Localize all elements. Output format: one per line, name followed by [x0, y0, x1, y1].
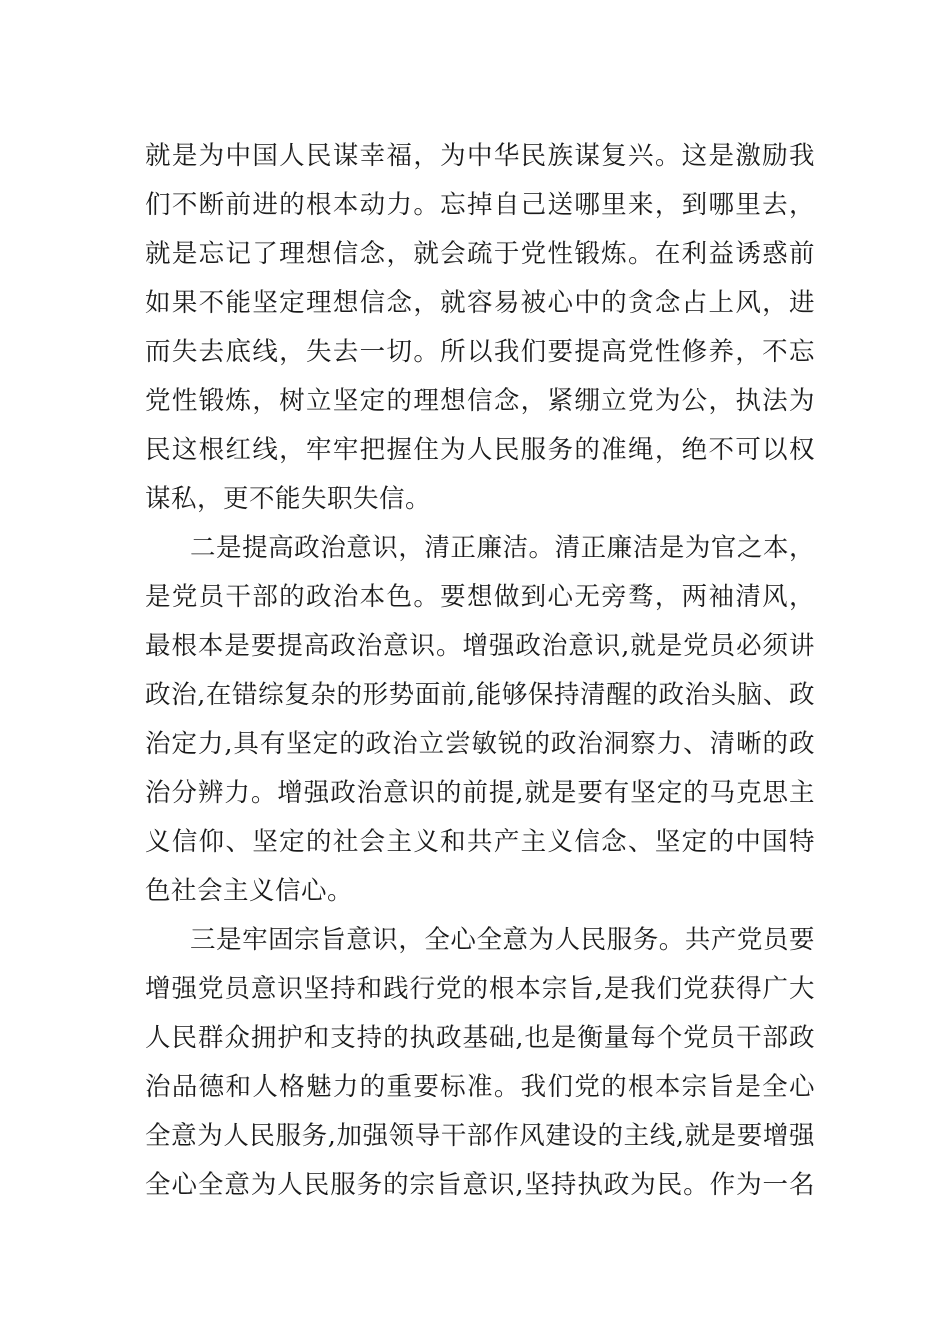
text-line: 治分辨力。增强政治意识的前提,就是要有坚定的马克思主 — [145, 778, 815, 808]
text-line: 增强党员意识坚持和践行党的根本宗旨,是我们党获得广大 — [145, 974, 815, 1004]
text-line: 最根本是要提高政治意识。增强政治意识,就是党员必须讲 — [145, 631, 815, 661]
text-line: 二是提高政治意识，清正廉洁。清正廉洁是为官之本， — [190, 533, 815, 563]
text-line: 三是牢固宗旨意识，全心全意为人民服务。共产党员要 — [190, 925, 815, 955]
text-line: 党性锻炼，树立坚定的理想信念，紧绷立党为公，执法为 — [145, 386, 815, 416]
text-line: 色社会主义信心。 — [145, 876, 354, 906]
text-line: 如果不能坚定理想信念，就容易被心中的贪念占上风，进 — [145, 288, 815, 318]
text-line: 治定力,具有坚定的政治立尝敏锐的政治洞察力、清晰的政 — [145, 729, 815, 759]
text-line: 全意为人民服务,加强领导干部作风建设的主线,就是要增强 — [145, 1121, 815, 1151]
text-line: 就是为中国人民谋幸福，为中华民族谋复兴。这是激励我 — [145, 141, 815, 171]
text-line: 义信仰、坚定的社会主义和共产主义信念、坚定的中国特 — [145, 827, 815, 857]
text-line: 治品德和人格魅力的重要标准。我们党的根本宗旨是全心 — [145, 1072, 815, 1102]
text-line: 而失去底线，失去一切。所以我们要提高党性修养，不忘 — [145, 337, 815, 367]
text-line: 全心全意为人民服务的宗旨意识,坚持执政为民。作为一名 — [145, 1170, 815, 1200]
paragraph-2 — [145, 524, 815, 916]
paragraph-1 — [145, 132, 815, 524]
text-line: 是党员干部的政治本色。要想做到心无旁骛，两袖清风， — [145, 582, 815, 612]
text-line: 谋私，更不能失职失信。 — [145, 484, 432, 514]
text-line: 就是忘记了理想信念，就会疏于党性锻炼。在利益诱惑前 — [145, 239, 815, 269]
text-line: 政治,在错综复杂的形势面前,能够保持清醒的政治头脑、政 — [145, 680, 815, 710]
paragraph-3 — [145, 916, 815, 1210]
text-line: 民这根红线，牢牢把握住为人民服务的准绳，绝不可以权 — [145, 435, 815, 465]
text-line: 人民群众拥护和支持的执政基础,也是衡量每个党员干部政 — [145, 1023, 815, 1053]
text-line: 们不断前进的根本动力。忘掉自己送哪里来，到哪里去， — [145, 190, 815, 220]
body-text — [145, 132, 815, 1210]
